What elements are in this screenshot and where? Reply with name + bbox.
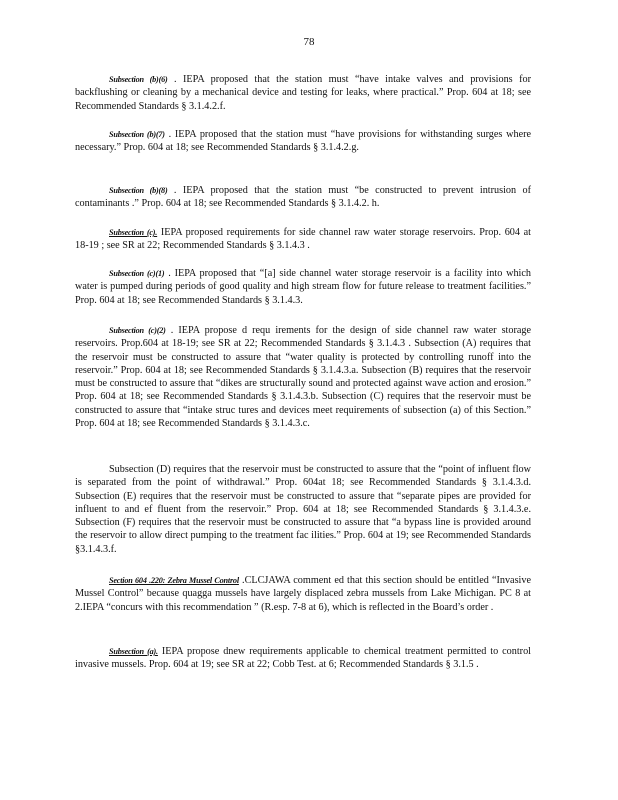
- paragraph-text: . IEPA proposed that the station must “have intake valves and provisions for backflushing or cleaning by a mechanical device and testing for leaks, where practical.” Prop. 604 at 18; see Recommended Standards § 3.1.4.2.f.: [75, 74, 531, 112]
- subsection-label: Subsection (b)(7): [109, 130, 165, 139]
- paragraph-text: IEPA proposed requirements for side channel raw water storage reservoirs. Prop. 604 at 18-19 ; see SR at 22; Recommended Standards § 3.1.4.3 .: [75, 227, 531, 252]
- paragraph-section-604-220: [75, 574, 531, 614]
- paragraph-c1: [75, 267, 531, 307]
- paragraph-c2: [75, 324, 531, 430]
- subsection-label: Subsection (c).: [109, 228, 158, 237]
- paragraph-text: . IEPA propose d requ irements for the design of side channel raw water storage reservoirs. Prop.604 at 18-19; see SR at 22; Recommended Standards § 3.1.4.3 . Subsection (A) requires that the reservoir must be constructed to assure that “water quality is protected by controlling runoff into the reservoir.” Prop. 604 at 18; see Recommended Standards § 3.1.4.3.a. Subsection (B) requires that the reservoir must be constructed to assure that “dikes are structurally sound and protected against wave action and erosion.” Prop. 604 at 18; see Recommended Standards § 3.1.4.3.b. Subsection (C) requires that the reservoir must be constructed to assure that “intake struc tures and devices meet requirements of subsection (a) of this Section.” Prop. 604 at 18; see Recommended Standards § 3.1.4.3.c.: [75, 325, 531, 430]
- subsection-label: Subsection (b)(6): [109, 75, 168, 84]
- paragraph-b7: [75, 128, 531, 155]
- paragraph-text: .CLCJAWA comment ed that this section should be entitled “Invasive Mussel Control” because quagga mussels have largely displaced zebra mussels from Lake Michigan. PC 8 at 2.IEPA “concurs with this recommendation ” (R.esp. 7-8 at 6), which is reflected in the Board’s order .: [75, 575, 531, 613]
- subsection-label: Subsection (a).: [109, 647, 158, 656]
- paragraph-text: . IEPA proposed that the station must “be constructed to prevent intrusion of contaminants .” Prop. 604 at 18; see Recommended Standards § 3.1.4.2. h.: [75, 185, 532, 210]
- subsection-label: Subsection (c)(2): [109, 326, 166, 335]
- paragraph-a: [75, 645, 531, 672]
- paragraph-text: IEPA propose dnew requirements applicable to chemical treatment permitted to control invasive mussels. Prop. 604 at 19; see SR at 22; Cobb Test. at 6; Recommended Standards § 3.1.5 .: [75, 646, 531, 671]
- paragraph-text: . IEPA proposed that “[a] side channel water storage reservoir is a facility into which water is pumped during periods of good quality and high stream flow for future release to treatment facilities.” Prop. 604 at 18; see Recommended Standards § 3.1.4.3.: [75, 268, 531, 306]
- subsection-label: Subsection (c)(1): [109, 269, 165, 278]
- paragraph-b6: [75, 73, 531, 113]
- paragraph-text: Subsection (D) requires that the reservoir must be constructed to assure that the “point of influent flow is separated from the point of withdrawal.” Prop. 604at 18; see Recommended Standards § 3.1.4.3.d. Subsection (E) requires that the reservoir must be constructed to assure that “separate pipes are provided for influent to and ef fluent from the reservoir.” Prop. 604 at 18; see Recommended Standards § 3.1.4.3.e. Subsection (F) requires that the reservoir must be constructed to assure that “a bypass line is provided around the reservoir to allow direct pumping to the treatment fac ilities.” Prop. 604 at 19; see Recommended Standards §3.1.4.3.f.: [75, 464, 531, 555]
- paragraph-text: . IEPA proposed that the station must “have provisions for withstanding surges where necessary.” Prop. 604 at 18; see Recommended Standards § 3.1.4.2.g.: [75, 129, 532, 154]
- paragraph-b8: [75, 184, 531, 211]
- paragraph-c2-continued: [75, 463, 531, 556]
- page-number: 78: [303, 36, 315, 48]
- section-heading: Section 604 .220: Zebra Mussel Control: [109, 576, 239, 585]
- subsection-label: Subsection (b)(8): [109, 186, 168, 195]
- paragraph-c: [75, 226, 531, 253]
